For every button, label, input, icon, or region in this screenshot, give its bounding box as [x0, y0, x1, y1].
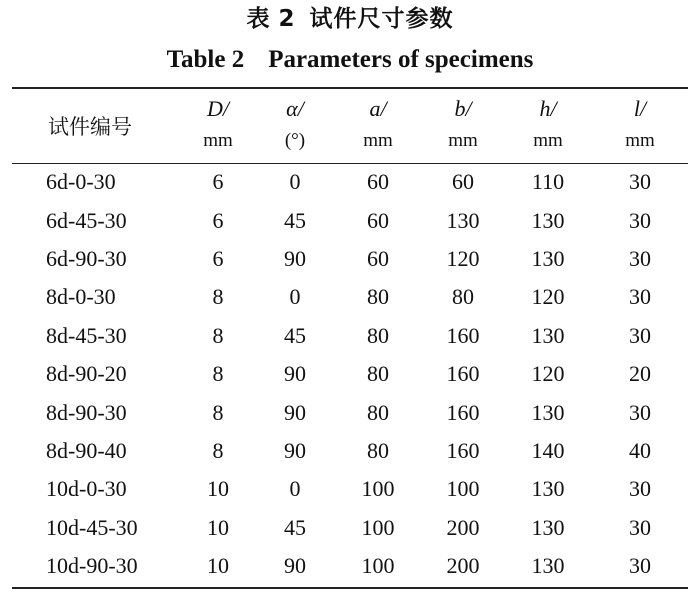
cell-a: 60 — [367, 207, 389, 233]
cell-specimen-id: 8d-90-20 — [46, 361, 127, 387]
cell-specimen-id: 6d-0-30 — [46, 169, 116, 195]
cell-specimen-id: 6d-45-30 — [46, 207, 127, 233]
header-symbol: a/ — [369, 96, 387, 121]
title-prefix-cn: 表 — [246, 6, 271, 32]
cell-b: 200 — [446, 553, 480, 579]
cell-b: 160 — [446, 437, 480, 463]
cell-b: 160 — [446, 361, 480, 387]
cell-a: 100 — [361, 476, 395, 502]
cell-specimen-id: 6d-90-30 — [46, 245, 127, 271]
cell-h: 120 — [531, 361, 565, 387]
cell-alpha: 90 — [284, 399, 306, 425]
header-unit: mm — [533, 130, 563, 151]
cell-D: 6 — [212, 169, 224, 195]
cell-h: 130 — [531, 245, 565, 271]
cell-alpha: 0 — [289, 476, 301, 502]
cell-a: 60 — [367, 169, 389, 195]
specimen-parameters-table — [12, 89, 688, 585]
table-row — [12, 163, 688, 201]
header-symbol: l/ — [633, 96, 647, 121]
cell-specimen-id: 10d-0-30 — [46, 476, 127, 502]
cell-h: 130 — [531, 476, 565, 502]
header-col-a — [334, 89, 422, 163]
header-col-alpha — [256, 89, 334, 163]
cell-alpha: 45 — [284, 207, 306, 233]
cell-b: 80 — [452, 284, 474, 310]
cell-h: 130 — [531, 553, 565, 579]
cell-alpha: 90 — [284, 437, 306, 463]
cell-b: 200 — [446, 514, 480, 540]
header-specimen-id: 试件编号 — [48, 115, 132, 139]
header-unit: mm — [203, 130, 233, 151]
cell-a: 80 — [367, 361, 389, 387]
title-prefix-en: Table — [166, 46, 226, 73]
cell-h: 130 — [531, 207, 565, 233]
header-unit: mm — [448, 130, 478, 151]
cell-specimen-id: 8d-90-30 — [46, 399, 127, 425]
cell-specimen-id: 8d-45-30 — [46, 322, 127, 348]
cell-D: 6 — [212, 245, 224, 271]
cell-a: 60 — [367, 245, 389, 271]
bottom-rule — [12, 587, 688, 589]
cell-l: 30 — [629, 399, 651, 425]
cell-alpha: 45 — [284, 514, 306, 540]
cell-b: 100 — [446, 476, 480, 502]
cell-l: 40 — [629, 437, 651, 463]
cell-D: 8 — [212, 322, 224, 348]
cell-b: 120 — [446, 245, 480, 271]
table-row — [12, 509, 688, 547]
cell-l: 30 — [629, 476, 651, 502]
title-text-cn: 试件尺寸参数 — [309, 6, 454, 32]
header-row — [12, 89, 688, 163]
cell-h: 130 — [531, 514, 565, 540]
cell-specimen-id: 10d-45-30 — [46, 514, 138, 540]
table-row — [12, 278, 688, 316]
cell-h: 140 — [531, 437, 565, 463]
cell-l: 30 — [629, 245, 651, 271]
header-symbol: b/ — [454, 96, 472, 121]
table-title-english — [0, 44, 700, 76]
table-row — [12, 470, 688, 508]
table-row — [12, 432, 688, 470]
cell-alpha: 90 — [284, 361, 306, 387]
cell-l: 30 — [629, 514, 651, 540]
cell-h: 130 — [531, 399, 565, 425]
cell-l: 30 — [629, 207, 651, 233]
cell-h: 110 — [531, 169, 565, 195]
cell-alpha: 0 — [289, 284, 301, 310]
cell-alpha: 0 — [289, 169, 301, 195]
table-row — [12, 547, 688, 585]
cell-l: 30 — [629, 553, 651, 579]
header-unit: mm — [363, 130, 393, 151]
cell-a: 80 — [367, 284, 389, 310]
cell-specimen-id: 8d-90-40 — [46, 437, 127, 463]
cell-h: 120 — [531, 284, 565, 310]
cell-D: 8 — [212, 399, 224, 425]
cell-b: 60 — [452, 169, 474, 195]
table-body — [12, 163, 688, 585]
title-text-en: Parameters of specimens — [268, 46, 534, 73]
cell-b: 160 — [446, 399, 480, 425]
cell-alpha: 90 — [284, 245, 306, 271]
table-row — [12, 355, 688, 393]
cell-a: 80 — [367, 399, 389, 425]
cell-alpha: 90 — [284, 553, 306, 579]
title-number-cn: 2 — [278, 6, 296, 32]
table-row — [12, 317, 688, 355]
cell-l: 20 — [629, 361, 651, 387]
cell-D: 10 — [207, 514, 229, 540]
cell-D: 8 — [212, 361, 224, 387]
header-symbol: α/ — [286, 96, 304, 121]
cell-l: 30 — [629, 322, 651, 348]
cell-D: 10 — [207, 476, 229, 502]
cell-specimen-id: 10d-90-30 — [46, 553, 138, 579]
header-symbol: D/ — [207, 96, 229, 121]
cell-D: 6 — [212, 207, 224, 233]
cell-b: 130 — [446, 207, 480, 233]
cell-h: 130 — [531, 322, 565, 348]
cell-b: 160 — [446, 322, 480, 348]
table-title-chinese — [0, 4, 700, 34]
header-col-D — [180, 89, 256, 163]
header-unit: (°) — [284, 130, 306, 151]
cell-a: 100 — [361, 553, 395, 579]
table-row — [12, 201, 688, 239]
cell-D: 8 — [212, 437, 224, 463]
cell-D: 10 — [207, 553, 229, 579]
cell-D: 8 — [212, 284, 224, 310]
header-unit: mm — [625, 130, 655, 151]
cell-specimen-id: 8d-0-30 — [46, 284, 116, 310]
header-col-b — [422, 89, 504, 163]
table-row — [12, 393, 688, 431]
header-col-h — [504, 89, 592, 163]
header-symbol: h/ — [539, 96, 557, 121]
title-number-en: 2 — [231, 46, 245, 73]
cell-l: 30 — [629, 169, 651, 195]
cell-l: 30 — [629, 284, 651, 310]
header-col-l — [592, 89, 688, 163]
cell-a: 100 — [361, 514, 395, 540]
cell-alpha: 45 — [284, 322, 306, 348]
cell-a: 80 — [367, 437, 389, 463]
cell-a: 80 — [367, 322, 389, 348]
table-row — [12, 240, 688, 278]
